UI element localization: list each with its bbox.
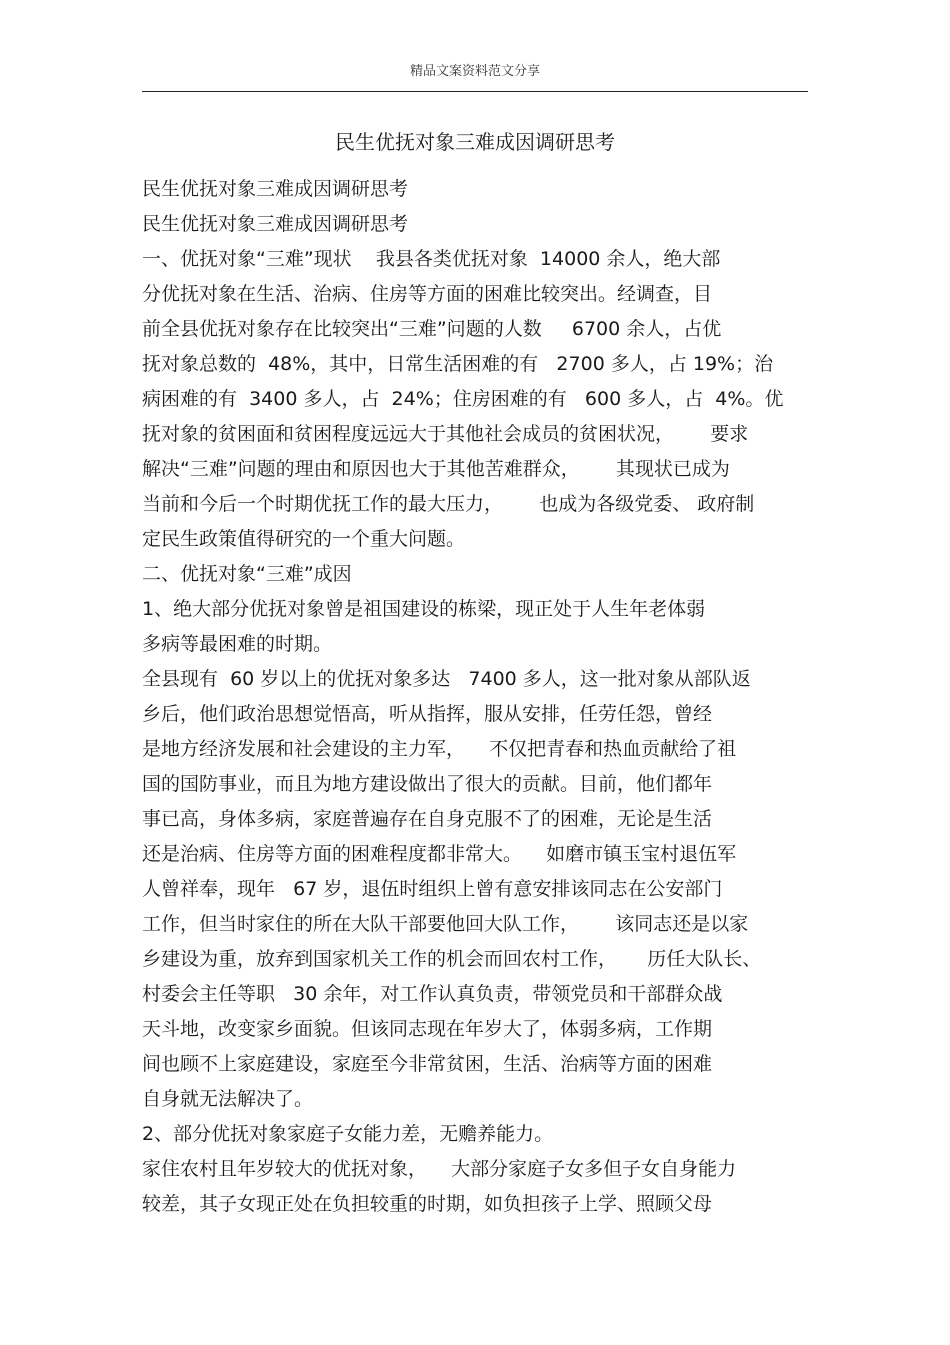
body-line: 抚对象的贫困面和贫困程度远远大于其他社会成员的贫困状况， 要求 [142,423,749,445]
body-line: 乡建设为重，放弃到国家机关工作的机会而回农村工作， 历任大队长、 [142,948,762,970]
document-body [142,172,808,1222]
body-line: 还是治病、住房等方面的困难程度都非常大。 如磨市镇玉宝村退伍军 [142,843,737,865]
body-line: 2、部分优抚对象家庭子女能力差，无赡养能力。 [142,1123,554,1145]
body-line: 间也顾不上家庭建设，家庭至今非常贫困，生活、治病等方面的困难 [142,1053,713,1075]
body-line: 工作，但当时家住的所在大队干部要他回大队工作， 该同志还是以家 [142,913,749,935]
body-line: 乡后，他们政治思想觉悟高，听从指挥，服从安排，任劳任怨，曾经 [142,703,713,725]
body-line: 民生优抚对象三难成因调研思考 [142,178,409,200]
body-line: 家住农村且年岁较大的优抚对象， 大部分家庭子女多但子女自身能力 [142,1158,737,1180]
body-line: 全县现有 60 岁以上的优抚对象多达 7400 多人，这一批对象从部队返 [142,668,751,690]
body-line: 当前和今后一个时期优抚工作的最大压力， 也成为各级党委、 政府制 [142,493,755,515]
header-rule [142,91,808,92]
body-line: 定民生政策值得研究的一个重大问题。 [142,528,466,550]
body-line: 国的国防事业，而且为地方建设做出了很大的贡献。目前，他们都年 [142,773,713,795]
body-line: 分优抚对象在生活、治病、住房等方面的困难比较突出。经调查，目 [142,283,713,305]
body-line: 较差，其子女现正处在负担较重的时期，如负担孩子上学、照顾父母 [142,1193,713,1215]
body-line: 天斗地，改变家乡面貌。但该同志现在年岁大了，体弱多病，工作期 [142,1018,713,1040]
body-line: 病困难的有 3400 多人，占 24%；住房困难的有 600 多人，占 4%。优 [142,388,784,410]
page-header: 精品文案资料范文分享 [409,64,540,79]
body-line: 是地方经济发展和社会建设的主力军， 不仅把青春和热血贡献给了祖 [142,738,737,760]
body-line: 抚对象总数的 48%，其中，日常生活困难的有 2700 多人，占 19%；治 [142,353,774,375]
body-line: 一、优抚对象“三难”现状 我县各类优抚对象 14000 余人，绝大部 [142,248,721,270]
body-line: 人曾祥奉，现年 67 岁，退伍时组织上曾有意安排该同志在公安部门 [142,878,723,900]
body-line: 解决“三难”问题的理由和原因也大于其他苦难群众， 其现状已成为 [142,458,730,480]
body-line: 二、优抚对象“三难”成因 [142,563,352,585]
body-line: 多病等最困难的时期。 [142,633,333,655]
body-line: 民生优抚对象三难成因调研思考 [142,213,409,235]
body-line: 村委会主任等职 30 余年，对工作认真负责，带领党员和干部群众战 [142,983,723,1005]
body-line: 自身就无法解决了。 [142,1088,314,1110]
body-line: 前全县优抚对象存在比较突出“三难”问题的人数 6700 余人，占优 [142,318,722,340]
body-line: 事已高，身体多病，家庭普遍存在自身克服不了的困难，无论是生活 [142,808,713,830]
document-title: 民生优抚对象三难成因调研思考 [335,130,615,154]
body-line: 1、绝大部分优抚对象曾是祖国建设的栋梁，现正处于人生年老体弱 [142,598,706,620]
